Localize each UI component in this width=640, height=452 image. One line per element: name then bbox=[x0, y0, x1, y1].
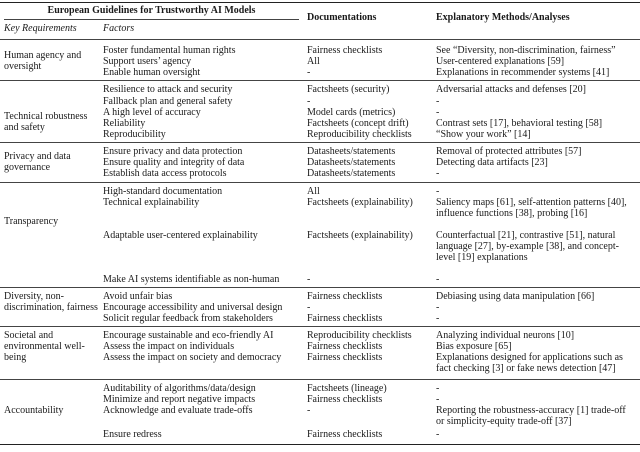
documentation-cell: Fairness checklists bbox=[307, 291, 383, 302]
method-cell: Contrast sets [17], behavioral testing [58] bbox=[436, 118, 603, 129]
factor-cell: Ensure privacy and data protection bbox=[103, 146, 243, 157]
method-cell: “Show your work” [14] bbox=[436, 129, 531, 140]
factor-cell: Support users’ agency bbox=[103, 56, 192, 67]
documentation-cell: - bbox=[307, 96, 311, 107]
factor-cell: Ensure redress bbox=[103, 429, 162, 440]
documentation-cell: - bbox=[307, 302, 311, 313]
method-cell: - bbox=[436, 313, 440, 324]
documentation-cell: - bbox=[307, 67, 311, 78]
column-header-factors: Factors bbox=[103, 23, 135, 34]
documentation-cell: - bbox=[307, 405, 311, 416]
factor-cell: Ensure quality and integrity of data bbox=[103, 157, 245, 168]
factor-cell: Foster fundamental human rights bbox=[103, 45, 236, 56]
documentation-cell: Fairness checklists bbox=[307, 341, 383, 352]
key-requirement: Transparency bbox=[4, 216, 59, 227]
key-requirement: Accountability bbox=[4, 405, 64, 416]
documentation-cell: Datasheets/statements bbox=[307, 146, 396, 157]
documentation-cell: Fairness checklists bbox=[307, 313, 383, 324]
method-cell: - bbox=[436, 302, 440, 313]
group-separator-rule bbox=[0, 182, 640, 183]
method-cell: - bbox=[436, 107, 440, 118]
column-header-methods: Explanatory Methods/Analyses bbox=[436, 12, 570, 23]
factor-cell: Solicit regular feedback from stakeholders bbox=[103, 313, 273, 324]
factor-cell: Make AI systems identifiable as non-human bbox=[103, 274, 280, 285]
group-header-title: European Guidelines for Trustworthy AI Models bbox=[47, 5, 256, 16]
key-requirement: Privacy and data governance bbox=[4, 151, 71, 173]
documentation-cell: All bbox=[307, 56, 320, 67]
method-cell: Debiasing using data manipulation [66] bbox=[436, 291, 595, 302]
documentation-cell: Model cards (metrics) bbox=[307, 107, 396, 118]
top-rule bbox=[0, 2, 640, 3]
documentation-cell: Reproducibility checklists bbox=[307, 330, 412, 341]
method-cell: Reporting the robustness-accuracy [1] trade-off or simplicity-equity trade-off [37] bbox=[436, 405, 626, 427]
method-cell: Explanations in recommender systems [41] bbox=[436, 67, 610, 78]
factor-cell: Minimize and report negative impacts bbox=[103, 394, 256, 405]
method-cell: Removal of protected attributes [57] bbox=[436, 146, 582, 157]
factor-cell: Technical explainability bbox=[103, 197, 200, 208]
method-cell: - bbox=[436, 168, 440, 179]
method-cell: Adversarial attacks and defenses [20] bbox=[436, 84, 586, 95]
documentation-cell: Factsheets (explainability) bbox=[307, 197, 413, 208]
method-cell: Counterfactual [21], contrastive [51], natural language [27], by-example [38], and concept-level [19] explanations bbox=[436, 230, 619, 263]
header-bottom-rule bbox=[0, 39, 640, 40]
factor-cell: Auditability of algorithms/data/design bbox=[103, 383, 256, 394]
factor-cell: Fallback plan and general safety bbox=[103, 96, 233, 107]
key-requirement: Human agency and oversight bbox=[4, 50, 82, 72]
factor-cell: High-standard documentation bbox=[103, 186, 223, 197]
key-requirement: Diversity, non-discrimination, fairness bbox=[4, 291, 98, 313]
factor-cell: Reproducibility bbox=[103, 129, 166, 140]
key-requirement: Technical robustness and safety bbox=[4, 111, 88, 133]
documentation-cell: Datasheets/statements bbox=[307, 168, 396, 179]
method-cell: - bbox=[436, 186, 440, 197]
documentation-cell: Fairness checklists bbox=[307, 429, 383, 440]
method-cell: - bbox=[436, 429, 440, 440]
documentation-cell: Factsheets (lineage) bbox=[307, 383, 387, 394]
method-cell: Saliency maps [61], self-attention patterns [40], influence functions [38], probing [16] bbox=[436, 197, 627, 219]
factor-cell: Enable human oversight bbox=[103, 67, 201, 78]
documentation-cell: Reproducibility checklists bbox=[307, 129, 412, 140]
documentation-cell: Datasheets/statements bbox=[307, 157, 396, 168]
factor-cell: Resilience to attack and security bbox=[103, 84, 233, 95]
documentation-cell: Fairness checklists bbox=[307, 45, 383, 56]
group-separator-rule bbox=[0, 142, 640, 143]
column-header-documentations: Documentations bbox=[307, 12, 377, 23]
method-cell: Detecting data artifacts [23] bbox=[436, 157, 548, 168]
factor-cell: A high level of accuracy bbox=[103, 107, 201, 118]
column-header-key-requirements: Key Requirements bbox=[4, 23, 77, 34]
documentation-cell: Factsheets (concept drift) bbox=[307, 118, 409, 129]
factor-cell: Encourage sustainable and eco-friendly AI bbox=[103, 330, 274, 341]
method-cell: - bbox=[436, 394, 440, 405]
factor-cell: Encourage accessibility and universal design bbox=[103, 302, 283, 313]
group-header-rule bbox=[4, 19, 299, 20]
method-cell: Bias exposure [65] bbox=[436, 341, 512, 352]
documentation-cell: Factsheets (security) bbox=[307, 84, 390, 95]
documentation-cell: Fairness checklists bbox=[307, 394, 383, 405]
method-cell: - bbox=[436, 274, 440, 285]
factor-cell: Avoid unfair bias bbox=[103, 291, 173, 302]
group-separator-rule bbox=[0, 326, 640, 327]
method-cell: See “Diversity, non-discrimination, fairness” bbox=[436, 45, 616, 56]
documentation-cell: Factsheets (explainability) bbox=[307, 230, 413, 241]
group-separator-rule bbox=[0, 80, 640, 81]
documentation-cell: All bbox=[307, 186, 320, 197]
factor-cell: Acknowledge and evaluate trade-offs bbox=[103, 405, 253, 416]
factor-cell: Adaptable user-centered explainability bbox=[103, 230, 258, 241]
method-cell: - bbox=[436, 96, 440, 107]
documentation-cell: - bbox=[307, 274, 311, 285]
key-requirement: Societal and environmental well-being bbox=[4, 330, 85, 363]
method-cell: Analyzing individual neurons [10] bbox=[436, 330, 575, 341]
method-cell: Explanations designed for applications such as fact checking [3] or fake news detection [47] bbox=[436, 352, 623, 374]
bottom-rule bbox=[0, 444, 640, 445]
factor-cell: Establish data access protocols bbox=[103, 168, 227, 179]
method-cell: User-centered explanations [59] bbox=[436, 56, 565, 67]
factor-cell: Assess the impact on individuals bbox=[103, 341, 235, 352]
factor-cell: Assess the impact on society and democracy bbox=[103, 352, 282, 363]
method-cell: - bbox=[436, 383, 440, 394]
group-separator-rule bbox=[0, 379, 640, 380]
documentation-cell: Fairness checklists bbox=[307, 352, 383, 363]
factor-cell: Reliability bbox=[103, 118, 146, 129]
group-separator-rule bbox=[0, 287, 640, 288]
